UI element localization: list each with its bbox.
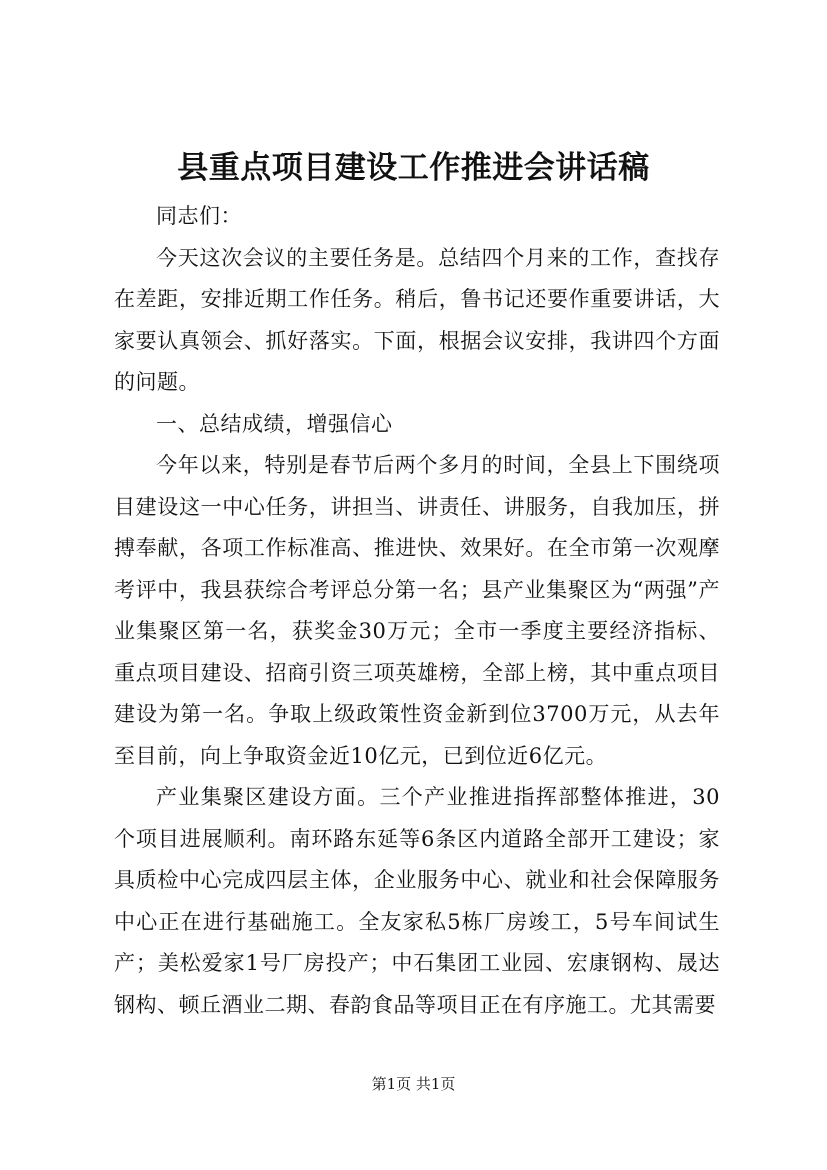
document-body xyxy=(114,196,720,1026)
paragraph-achievements: 今年以来，特别是春节后两个多月的时间，全县上下围绕项目建设这一中心任务，讲担当、讲责任、讲服务，自我加压，拼搏奉献，各项工作标准高、推进快、效果好。在全市第一次观摩考评中，我县获综合考评总分第一名；县产业集聚区为“两强”产业集聚区第一名，获奖金30万元；全市一季度主要经济指标、重点项目建设、招商引资三项英雄榜，全部上榜，其中重点项目建设为第一名。争取上级政策性资金新到位3700万元，从去年至目前，向上争取资金近10亿元，已到位近6亿元。 xyxy=(114,453,720,768)
salutation: 同志们： xyxy=(156,204,242,228)
paragraph-intro: 今天这次会议的主要任务是。总结四个月来的工作，查找存在差距，安排近期工作任务。稍后，鲁书记还要作重要讲话，大家要认真领会、抓好落实。下面，根据会议安排，我讲四个方面的问题。 xyxy=(114,245,720,394)
document-title: 县重点项目建设工作推进会讲话稿 xyxy=(177,150,650,186)
page-footer: 第1页 共1页 xyxy=(371,1075,456,1093)
section-heading-1: 一、总结成绩，增强信心 xyxy=(156,411,393,436)
paragraph-industrial-zone: 产业集聚区建设方面。三个产业推进指挥部整体推进，30个项目进展顺利。南环路东延等6条区内道路全部开工建设；家具质检中心完成四层主体，企业服务中心、就业和社会保障服务中心正在进行基础施工。全友家私5栋厂房竣工，5号车间试生产；美松爱家1号厂房投产；中石集团工业园、宏康钢构、晟达钢构、顿丘酒业二期、春韵食品等项目正在有序施工。尤其需要 xyxy=(114,785,720,1017)
